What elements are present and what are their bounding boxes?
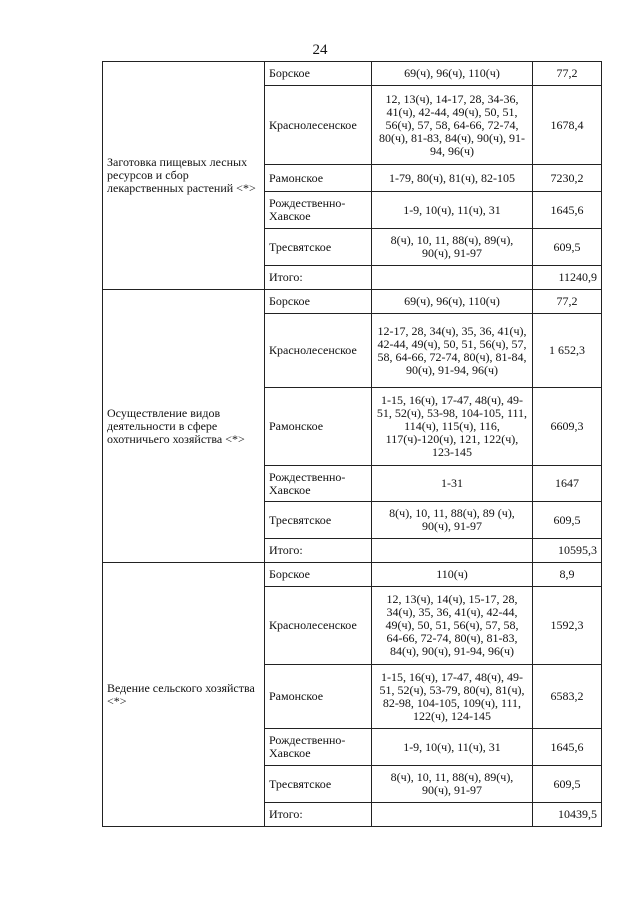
quarters-cell: 1-9, 10(ч), 11(ч), 31 [372,192,533,229]
district-cell: Краснолесенское [265,314,372,388]
district-cell: Рамонское [265,165,372,192]
area-cell: 1 652,3 [533,314,602,388]
area-cell: 1678,4 [533,86,602,165]
district-cell: Тресвятское [265,229,372,266]
activity-cell: Осуществление видов деятельности в сфере охотничьего хозяйства <*> [103,290,265,563]
district-cell: Рождественно-Хавское [265,729,372,766]
total-area: 10595,3 [533,539,602,563]
district-cell: Борское [265,62,372,86]
quarters-cell: 1-15, 16(ч), 17-47, 48(ч), 49-51, 52(ч), 53-98, 104-105, 111, 114(ч), 115(ч), 116, 117(ч)-120(ч), 121, 122(ч), 123-145 [372,388,533,466]
table-row [103,563,602,587]
quarters-cell: 8(ч), 10, 11, 88(ч), 89(ч), 90(ч), 91-97 [372,229,533,266]
quarters-cell: 12-17, 28, 34(ч), 35, 36, 41(ч), 42-44, 49(ч), 50, 51, 56(ч), 57, 58, 64-66, 72-74, 80(ч), 81-84, 90(ч), 91-94, 96(ч) [372,314,533,388]
page-number: 24 [312,42,328,58]
district-cell: Тресвятское [265,766,372,803]
district-cell: Борское [265,290,372,314]
area-cell: 8,9 [533,563,602,587]
district-cell: Краснолесенское [265,587,372,665]
district-cell: Борское [265,563,372,587]
quarters-cell: 1-9, 10(ч), 11(ч), 31 [372,729,533,766]
quarters-cell: 69(ч), 96(ч), 110(ч) [372,290,533,314]
activity-cell: Заготовка пищевых лесных ресурсов и сбор лекарственных растений <*> [103,62,265,290]
table-row [103,62,602,86]
total-label: Итого: [265,539,372,563]
district-cell: Тресвятское [265,502,372,539]
quarters-cell: 8(ч), 10, 11, 88(ч), 89(ч), 90(ч), 91-97 [372,766,533,803]
quarters-cell-empty [372,539,533,563]
total-area: 11240,9 [533,266,602,290]
area-cell: 1592,3 [533,587,602,665]
area-cell: 77,2 [533,290,602,314]
quarters-cell: 12, 13(ч), 14(ч), 15-17, 28, 34(ч), 35, 36, 41(ч), 42-44, 49(ч), 50, 51, 56(ч), 57, 58, 64-66, 72-74, 80(ч), 81-83, 84(ч), 90(ч), 91-94, 96(ч) [372,587,533,665]
quarters-cell: 69(ч), 96(ч), 110(ч) [372,62,533,86]
area-cell: 7230,2 [533,165,602,192]
district-cell: Рамонское [265,388,372,466]
quarters-cell: 8(ч), 10, 11, 88(ч), 89 (ч), 90(ч), 91-97 [372,502,533,539]
quarters-cell-empty [372,803,533,827]
total-area: 10439,5 [533,803,602,827]
activity-cell: Ведение сельского хозяйства <*> [103,563,265,827]
area-cell: 77,2 [533,62,602,86]
area-cell: 1645,6 [533,192,602,229]
quarters-cell: 110(ч) [372,563,533,587]
forest-use-table [102,61,602,827]
district-cell: Краснолесенское [265,86,372,165]
quarters-cell: 1-31 [372,466,533,502]
area-cell: 1645,6 [533,729,602,766]
quarters-cell-empty [372,266,533,290]
table-row [103,290,602,314]
area-cell: 1647 [533,466,602,502]
district-cell: Рождественно-Хавское [265,192,372,229]
total-label: Итого: [265,803,372,827]
quarters-cell: 12, 13(ч), 14-17, 28, 34-36, 41(ч), 42-44, 49(ч), 50, 51, 56(ч), 57, 58, 64-66, 72-74, 80(ч), 81-83, 84(ч), 90(ч), 91-94, 96(ч) [372,86,533,165]
area-cell: 6609,3 [533,388,602,466]
area-cell: 609,5 [533,766,602,803]
quarters-cell: 1-79, 80(ч), 81(ч), 82-105 [372,165,533,192]
quarters-cell: 1-15, 16(ч), 17-47, 48(ч), 49-51, 52(ч), 53-79, 80(ч), 81(ч), 82-98, 104-105, 109(ч), 111, 122(ч), 124-145 [372,665,533,729]
area-cell: 6583,2 [533,665,602,729]
district-cell: Рамонское [265,665,372,729]
area-cell: 609,5 [533,229,602,266]
area-cell: 609,5 [533,502,602,539]
total-label: Итого: [265,266,372,290]
district-cell: Рождественно-Хавское [265,466,372,502]
